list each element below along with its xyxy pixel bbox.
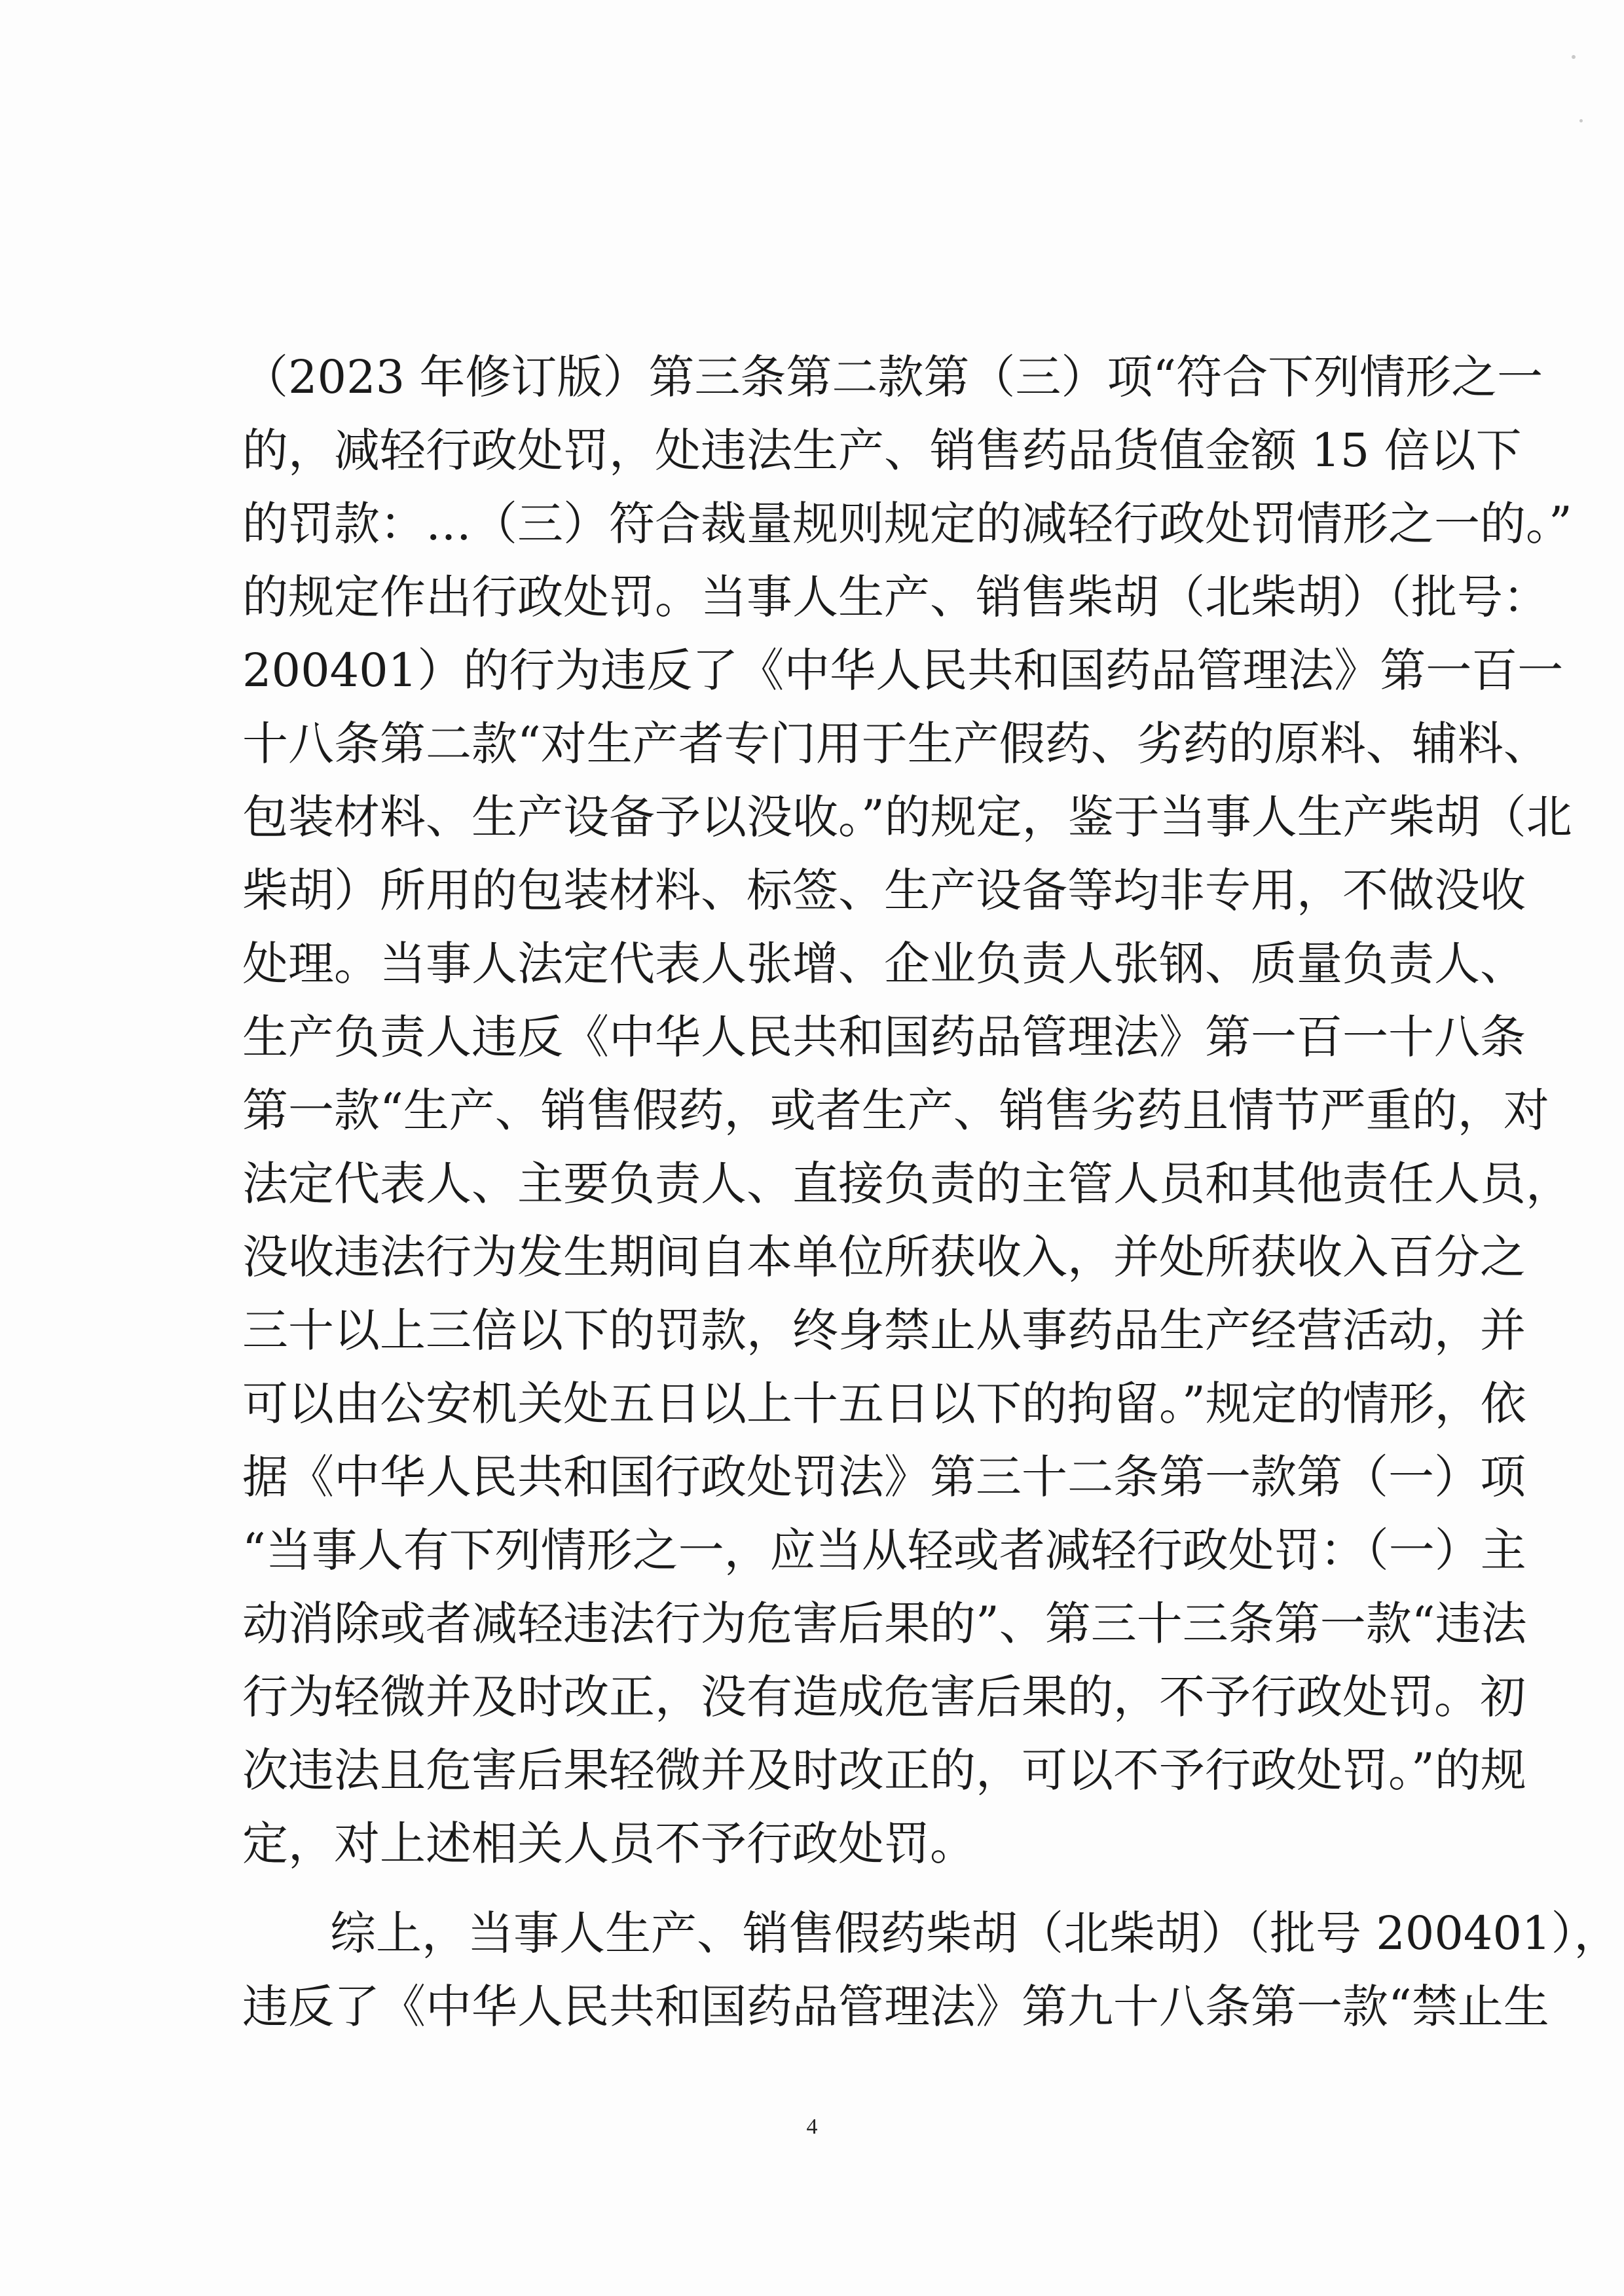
paragraph-gap xyxy=(242,1880,1421,1897)
text-line: 三十以上三倍以下的罚款，终身禁止从事药品生产经营活动，并 xyxy=(242,1303,1526,1357)
text-line: “当事人有下列情形之一，应当从轻或者减轻行政处罚：（一）主 xyxy=(242,1523,1526,1577)
text-line: （2023 年修订版）第三条第二款第（三）项“符合下列情形之一 xyxy=(242,350,1543,404)
scan-speck xyxy=(1579,119,1583,122)
text-line: 的，减轻行政处罚，处违法生产、销售药品货值金额 15 倍以下 xyxy=(242,424,1522,477)
text-line: 的罚款：…（三）符合裁量规则规定的减轻行政处罚情形之一的。” xyxy=(242,497,1572,551)
text-line: 包装材料、生产设备予以没收。”的规定，鉴于当事人生产柴胡（北 xyxy=(242,790,1572,844)
text-line: 十八条第二款“对生产者专门用于生产假药、劣药的原料、辅料、 xyxy=(242,717,1549,771)
text-line: 生产负责人违反《中华人民共和国药品管理法》第一百一十八条 xyxy=(242,1010,1526,1064)
text-line: 可以由公安机关处五日以上十五日以下的拘留。”规定的情形，依 xyxy=(242,1377,1526,1430)
text-line: 没收违法行为发生期间自本单位所获收入，并处所获收入百分之 xyxy=(242,1230,1526,1284)
page-number: 4 xyxy=(806,2115,818,2139)
scan-speck xyxy=(1572,55,1576,59)
text-line: 行为轻微并及时改正，没有造成危害后果的，不予行政处罚。初 xyxy=(242,1670,1526,1724)
text-line: 据《中华人民共和国行政处罚法》第三十二条第一款第（一）项 xyxy=(242,1450,1526,1504)
paragraph xyxy=(242,340,1572,1880)
text-line: 违反了《中华人民共和国药品管理法》第九十八条第一款“禁止生 xyxy=(242,1980,1549,2033)
text-line: 200401）的行为违反了《中华人民共和国药品管理法》第一百一 xyxy=(242,644,1564,697)
body-text xyxy=(242,340,1620,2043)
text-line: 次违法且危害后果轻微并及时改正的，可以不予行政处罚。”的规 xyxy=(242,1743,1526,1797)
text-line: 定，对上述相关人员不予行政处罚。 xyxy=(242,1817,976,1870)
text-line: 的规定作出行政处罚。当事人生产、销售柴胡（北柴胡）（批号： xyxy=(242,570,1549,624)
text-line: 动消除或者减轻违法行为危害后果的”、第三十三条第一款“违法 xyxy=(242,1597,1527,1650)
text-line: 处理。当事人法定代表人张增、企业负责人张钢、质量负责人、 xyxy=(242,937,1526,991)
text-line: 第一款“生产、销售假药，或者生产、销售劣药且情节严重的，对 xyxy=(242,1084,1549,1137)
text-line: 柴胡）所用的包装材料、标签、生产设备等均非专用，不做没收 xyxy=(242,864,1526,917)
text-line: 法定代表人、主要负责人、直接负责的主管人员和其他责任人员， xyxy=(242,1157,1572,1211)
paragraph xyxy=(242,1897,1620,2043)
text-line: 综上，当事人生产、销售假药柴胡（北柴胡）（批号 200401）， xyxy=(330,1906,1620,1960)
